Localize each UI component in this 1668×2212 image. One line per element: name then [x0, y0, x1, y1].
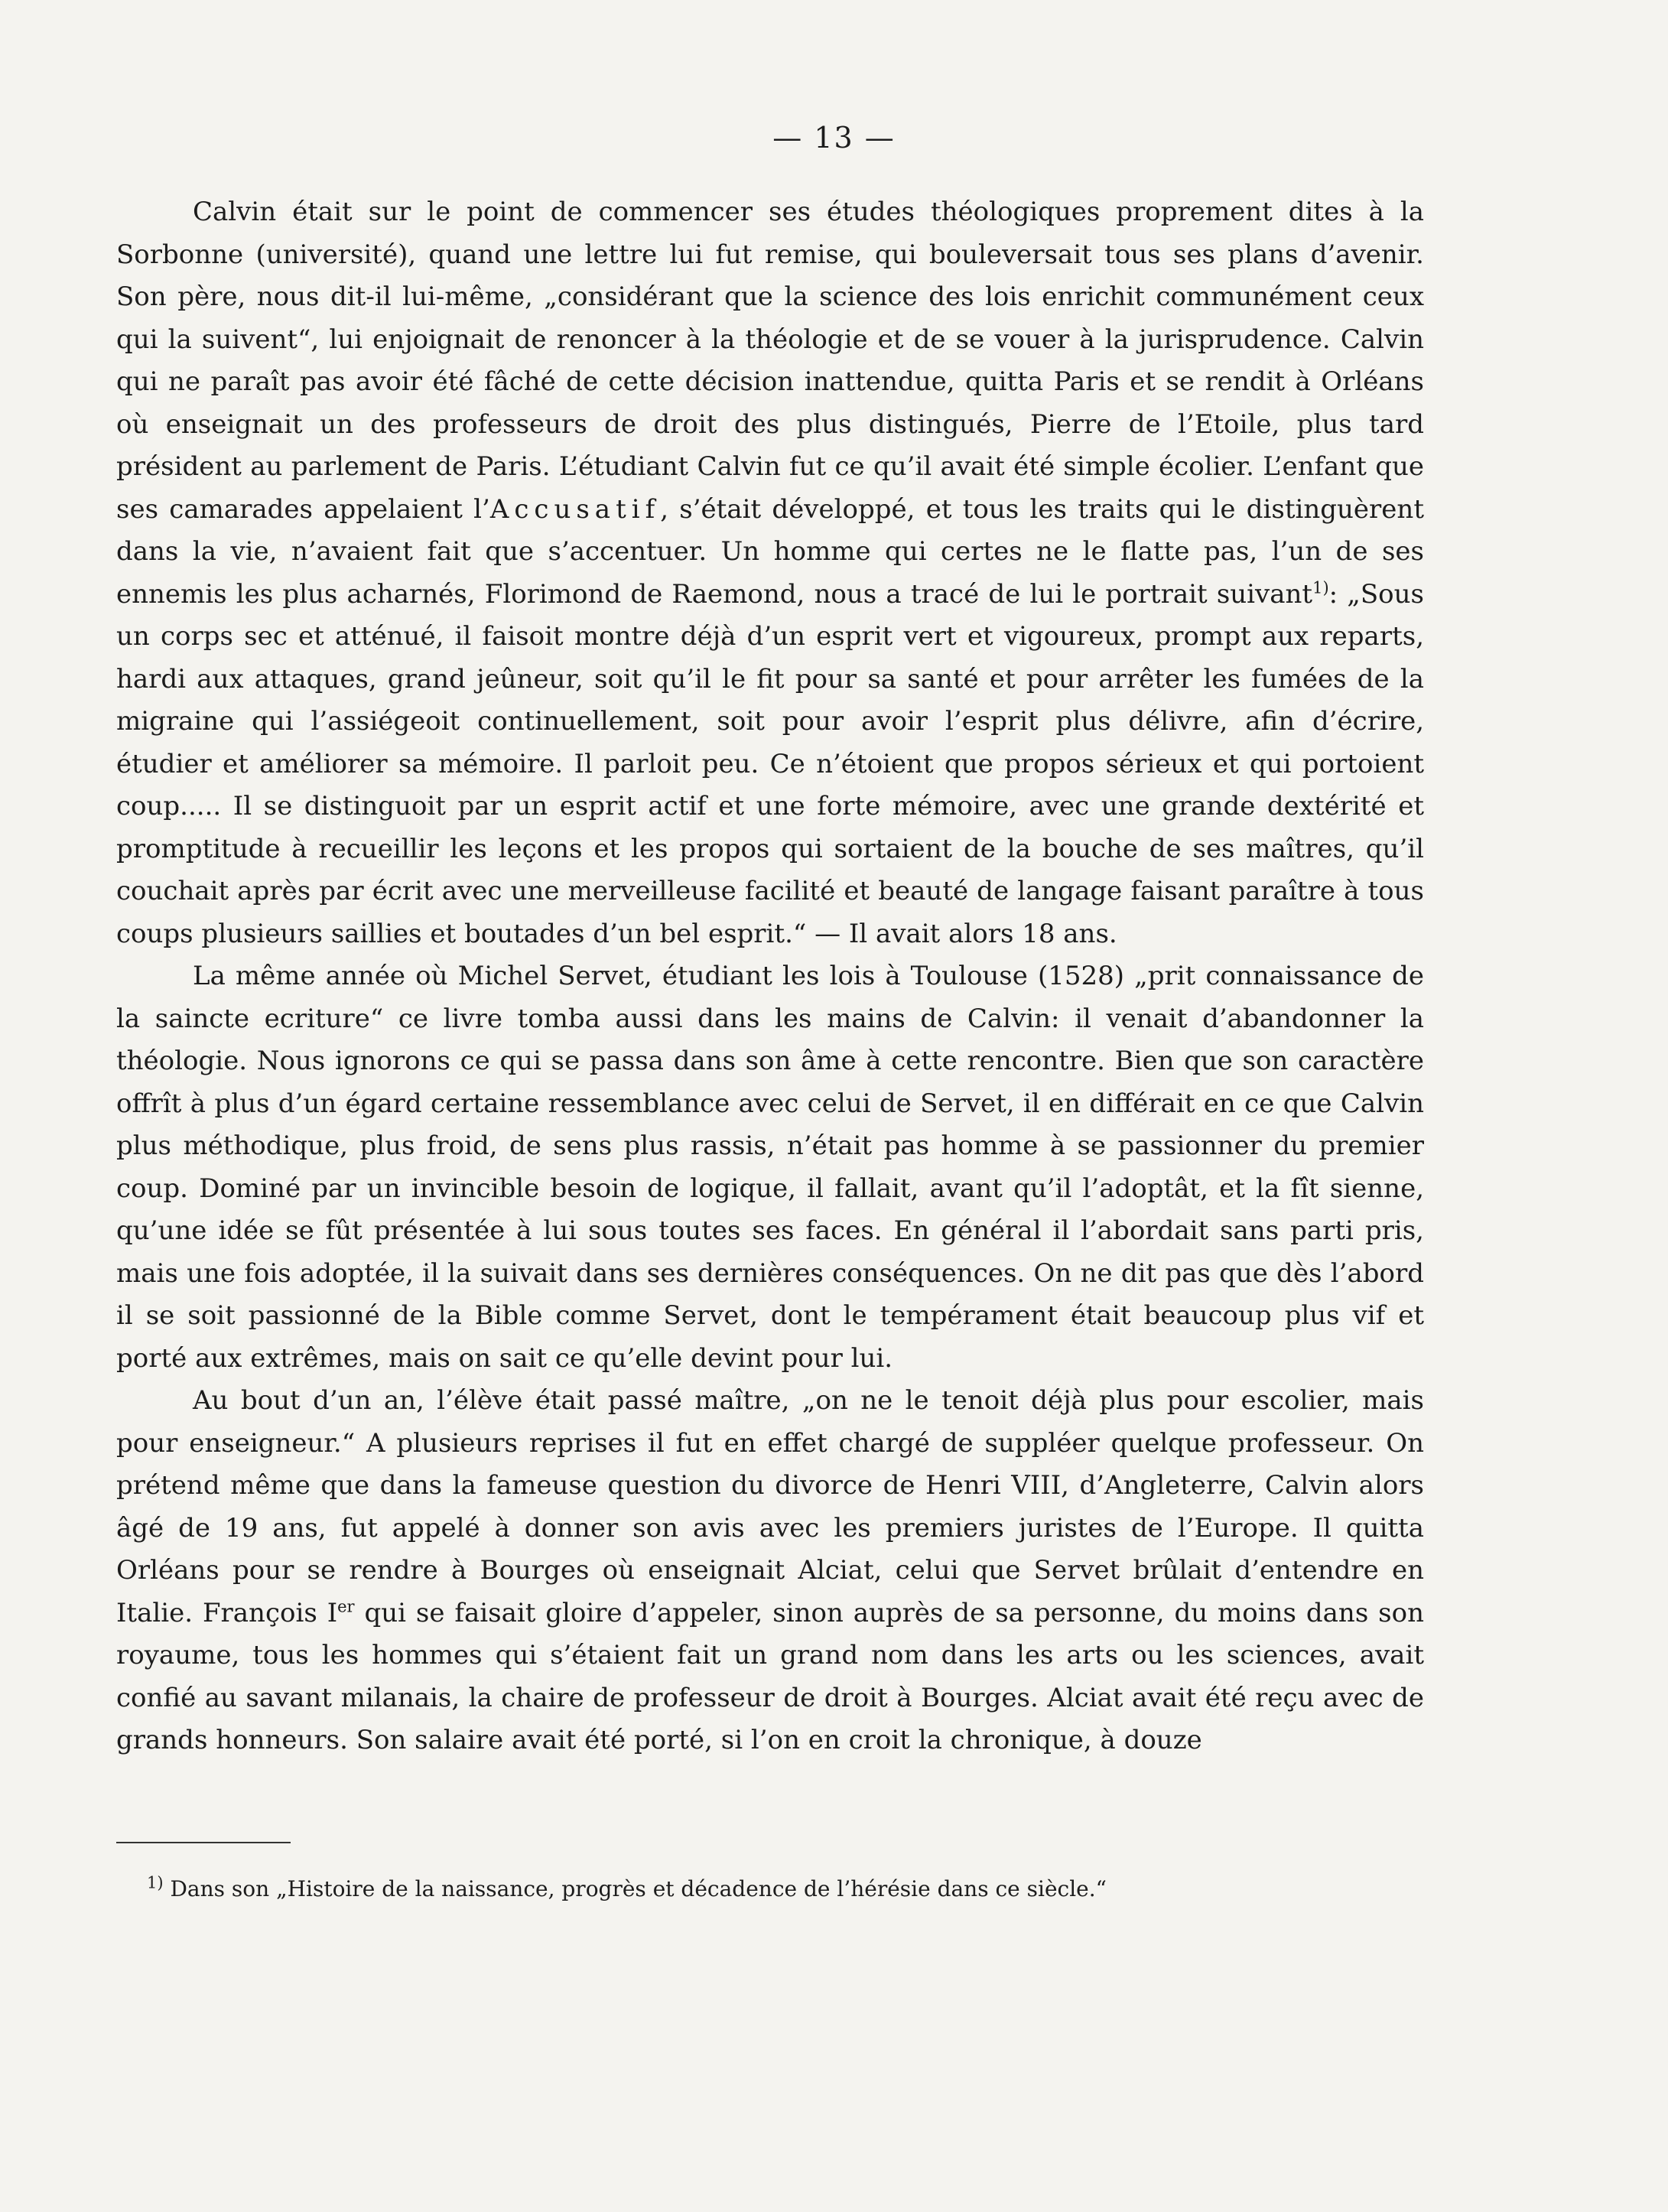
footnote-rule — [116, 1842, 291, 1843]
paragraph-1-text-c: : „Sous un corps sec et atténué, il faisoit montre déjà d’un esprit vert et vigoureux, prompt aux reparts, hardi aux attaques, grand jeûneur, soit qu’il le fit pour sa santé et pour arrêter les fumées de la migraine qui l’assiégeoit continuellement, soit pour avoir l’esprit plus délivre, afin d’écrire, étudier et améliorer sa mémoire. Il parloit peu. Ce n’étoient que propos sérieux et qui portoient coup..... Il se distinguoit par un esprit actif et une forte mémoire, avec une grande dextérité et promptitude à recueillir les leçons et les propos qui sortaient de la bouche de ses maîtres, qu’il couchait après par écrit avec une merveilleuse facilité et beauté de langage faisant paraître à tous coups plusieurs saillies et boutades d’un bel esprit.“ — Il avait alors 18 ans. — [116, 578, 1424, 949]
paragraph-1 — [116, 191, 1424, 955]
footnote-marker: 1) — [147, 1873, 164, 1892]
page-number: — 13 — — [772, 121, 896, 155]
paragraph-3-text-b: qui se faisait gloire d’appeler, sinon auprès de sa personne, du moins dans son royaume, tous les hommes qui s’étaient fait un grand nom dans les arts ou les sciences, avait confié au savant milanais, la chaire de professeur de droit à Bourges. Alciat avait été reçu avec de grands honneurs. Son salaire avait été porté, si l’on en croit la chronique, à douze — [116, 1597, 1424, 1755]
paragraph-1-text-a: Calvin était sur le point de commencer ses études théologiques proprement dites à la Sorbonne (université), quand une lettre lui fut remise, qui bouleversait tous ses plans d’avenir. Son père, nous dit-il lui-même, „considérant que la science des lois enrichit communément ceux qui la suivent“, lui enjoignait de renoncer à la théologie et de se vouer à la jurisprudence. Calvin qui ne paraît pas avoir été fâché de cette décision inattendue, quitta Paris et se rendit à Orléans où enseignait un des professeurs de droit des plus distingués, Pierre de l’Etoile, plus tard président au parlement de Paris. L’étudiant Calvin fut ce qu’il avait été simple écolier. L’enfant que ses camarades appelaient l’ — [116, 197, 1424, 525]
footnote-reference: 1) — [1312, 578, 1329, 597]
body-text — [116, 191, 1424, 1762]
emphasized-word-accusatif: Accusatif — [489, 493, 661, 525]
footnote — [147, 1874, 1416, 1905]
paragraph-3 — [116, 1380, 1424, 1762]
paragraph-1-text-b: , s’était développé, et tous les traits qui le distinguèrent dans la vie, n’avaient fait que s’accentuer. Un homme qui certes ne le flatte pas, l’un de ses ennemis les plus acharnés, Florimond de Raemond, nous a tracé de lui le portrait suivant — [116, 493, 1424, 610]
footnote-text: Dans son „Histoire de la naissance, progrès et décadence de l’hérésie dans ce siècle.“ — [163, 1876, 1107, 1901]
superscript-er: er — [337, 1597, 355, 1616]
paragraph-2: La même année où Michel Servet, étudiant les lois à Toulouse (1528) „prit connaissance de la saincte ecriture“ ce livre tomba aussi dans les mains de Calvin: il venait d’abandonner la théologie. Nous ignorons ce qui se passa dans son âme à cette rencontre. Bien que son caractère offrît à plus d’un égard certaine ressemblance avec celui de Servet, il en différait en ce que Calvin plus méthodique, plus froid, de sens plus rassis, n’était pas homme à se passionner du premier coup. Dominé par un invincible besoin de logique, il fallait, avant qu’il l’adoptât, et la fît sienne, qu’une idée se fût présentée à lui sous toutes ses faces. En général il l’abordait sans parti pris, mais une fois adoptée, il la suivait dans ses dernières conséquences. On ne dit pas que dès l’abord il se soit passionné de la Bible comme Servet, dont le tempérament était beaucoup plus vif et porté aux extrêmes, mais on sait ce qu’elle devint pour lui. — [116, 961, 1424, 1374]
paragraph-3-text-a: Au bout d’un an, l’élève était passé maître, „on ne le tenoit déjà plus pour escolier, mais pour enseigneur.“ A plusieurs reprises il fut en effet chargé de suppléer quelque professeur. On prétend même que dans la fameuse question du divorce de Henri VIII, d’Angleterre, Calvin alors âgé de 19 ans, fut appelé à donner son avis avec les premiers juristes de l’Europe. Il quitta Orléans pour se rendre à Bourges où enseignait Alciat, celui que Servet brûlait d’entendre en Italie. François I — [116, 1385, 1424, 1628]
